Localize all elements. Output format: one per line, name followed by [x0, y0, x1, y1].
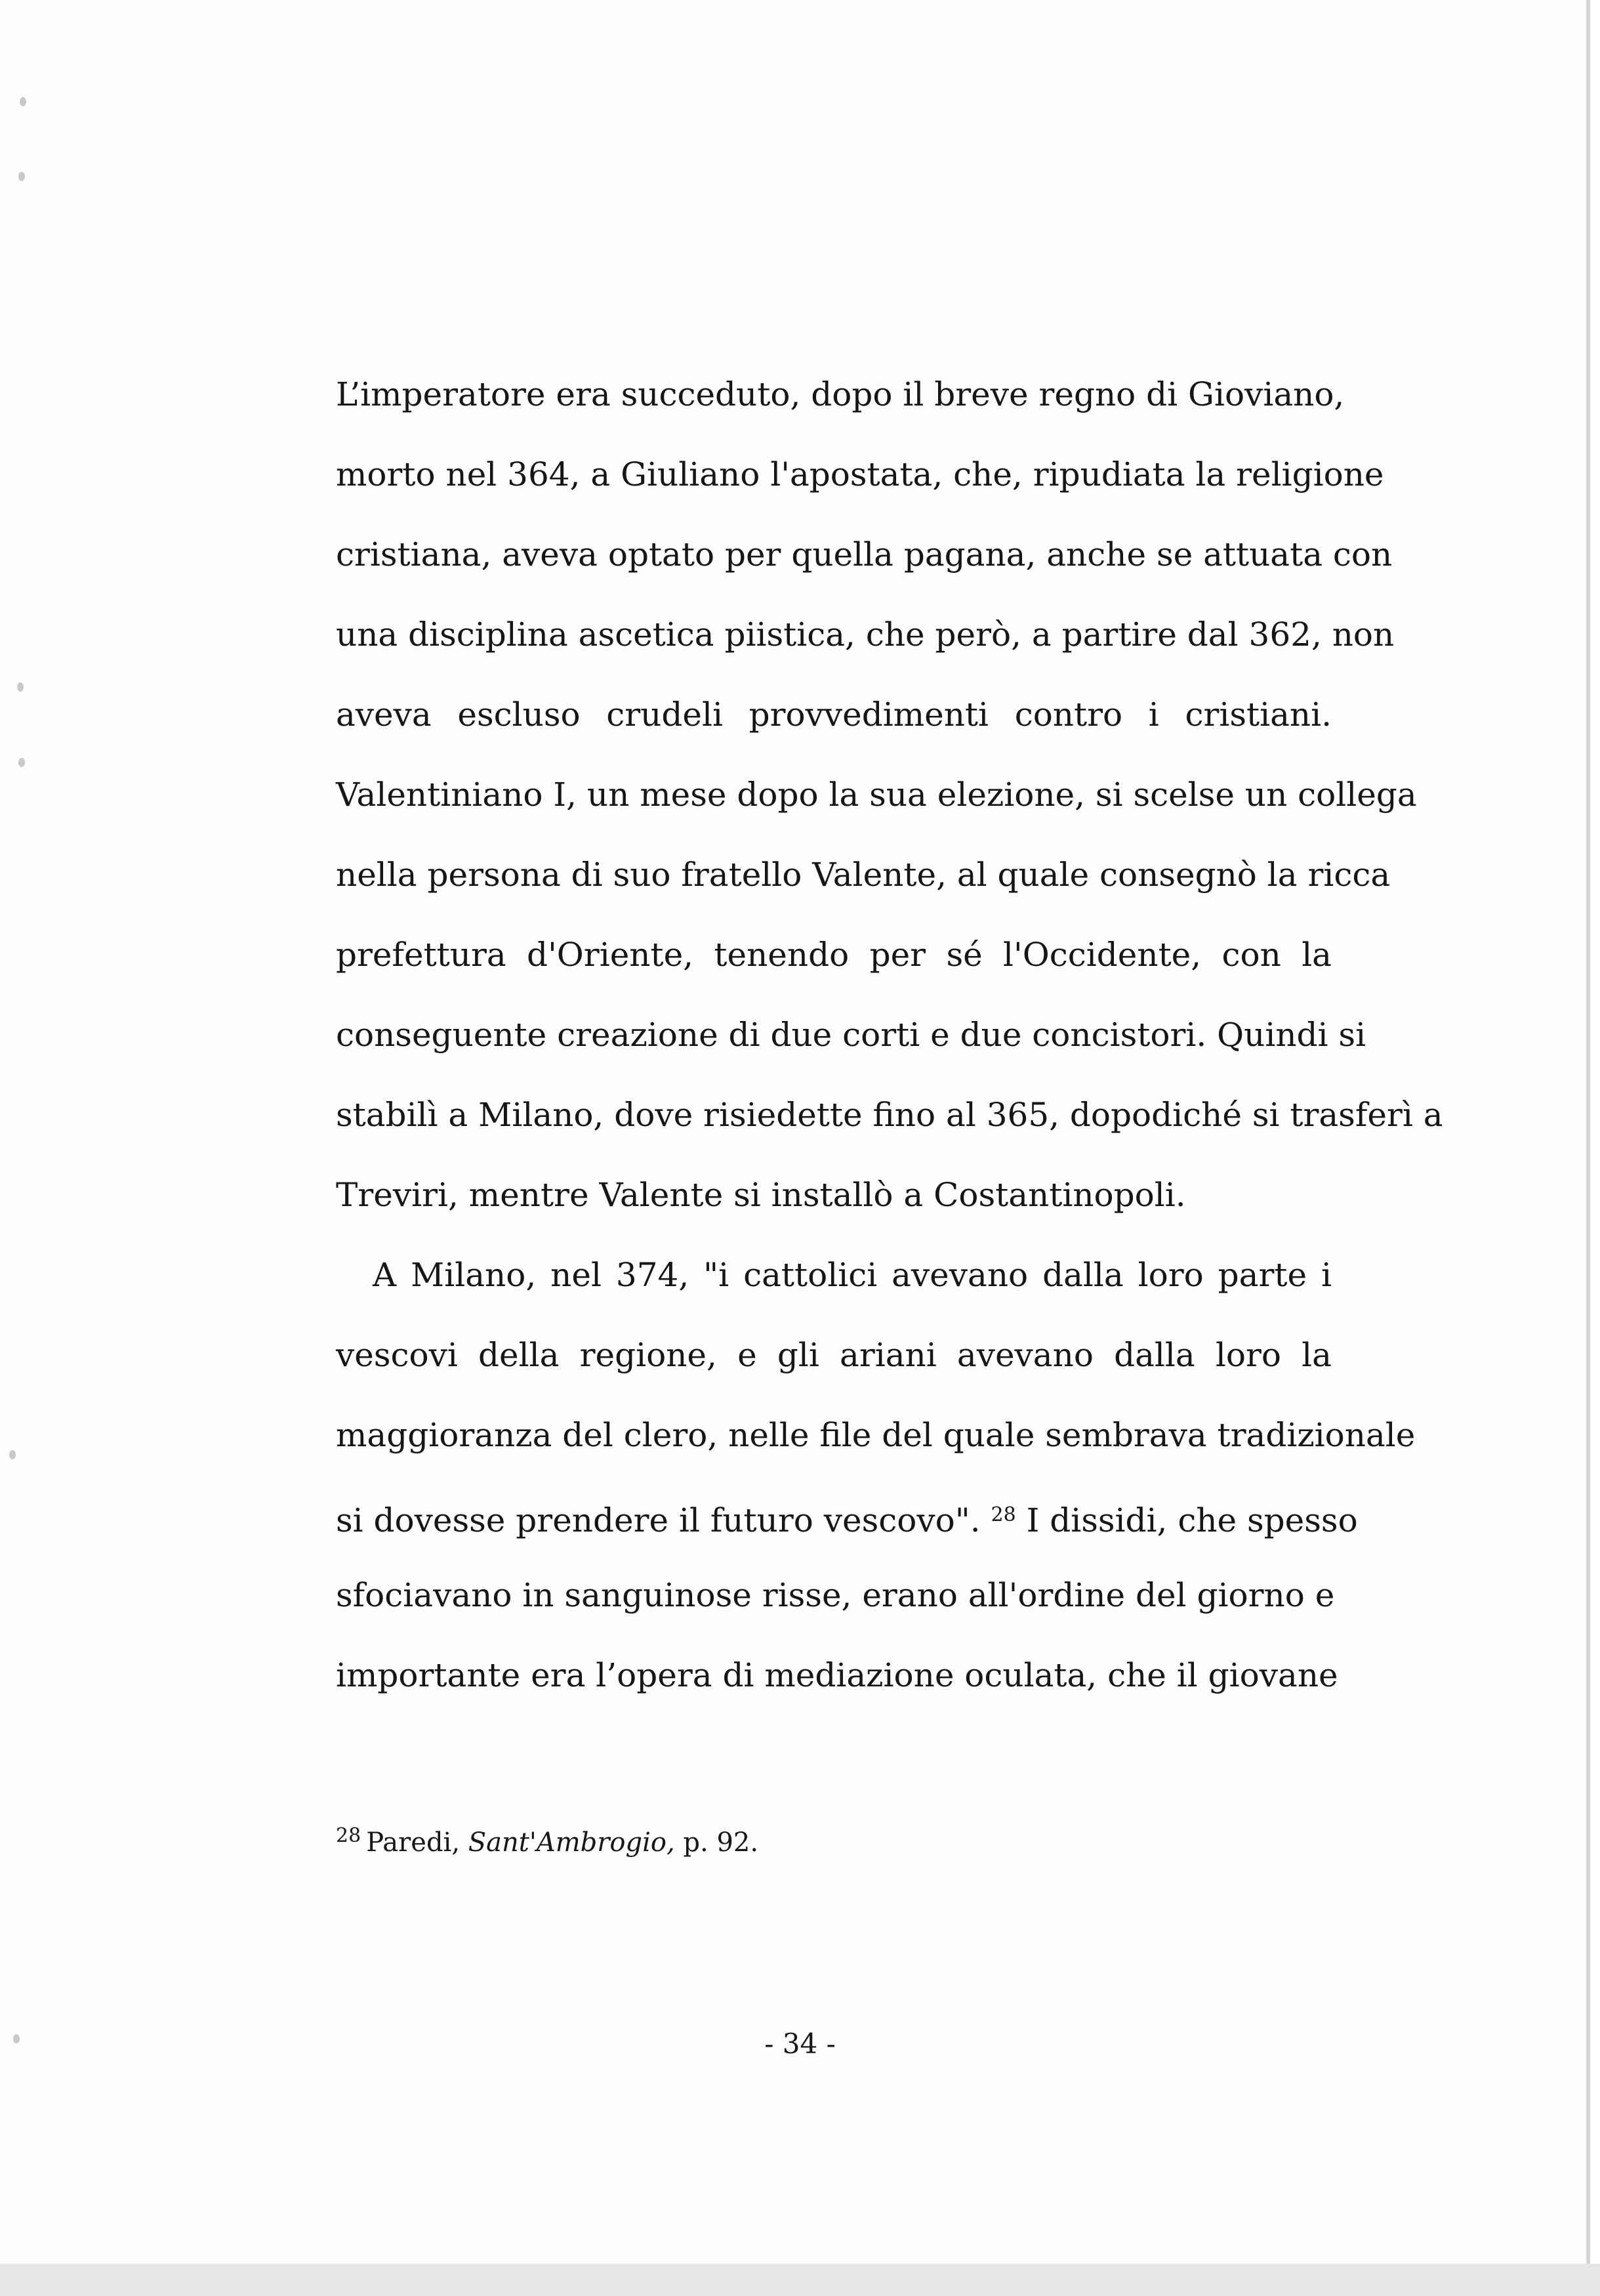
body-line: cristiana, aveva optato per quella pagana, anche se attuata con	[336, 535, 1393, 574]
punch-hole-mark	[17, 682, 24, 692]
punch-hole-mark	[20, 97, 26, 106]
footnote-page: p. 92.	[683, 1827, 759, 1858]
body-line: prefettura d'Oriente, tenendo per sé l'Occidente, con la	[336, 936, 1332, 974]
footnote	[336, 1816, 758, 1862]
body-line: L’imperatore era succeduto, dopo il breve regno di Gioviano,	[336, 375, 1345, 413]
punch-hole-mark	[18, 172, 25, 181]
body-line-segment: si dovesse prendere il futuro vescovo".	[336, 1501, 981, 1539]
page-edge-shadow	[1586, 0, 1590, 2264]
body-line-with-footnote-ref	[336, 1475, 1358, 1555]
footnote-title: Sant'Ambrogio,	[468, 1827, 675, 1858]
punch-hole-mark	[18, 758, 25, 767]
body-line: morto nel 364, a Giuliano l'apostata, che, ripudiata la religione	[336, 455, 1384, 493]
body-line: Valentiniano I, un mese dopo la sua elezione, si scelse un collega	[336, 776, 1417, 814]
page-number: - 34 -	[764, 2028, 836, 2060]
body-line: nella persona di suo fratello Valente, al quale consegnò la ricca	[336, 856, 1391, 894]
footnote-author: Paredi,	[366, 1827, 461, 1858]
body-line: A Milano, nel 374, "i cattolici avevano dalla loro parte i	[373, 1256, 1332, 1294]
body-line: stabilì a Milano, dove risiedette fino al 365, dopodiché si trasferì a	[336, 1096, 1443, 1134]
body-line: importante era l’opera di mediazione oculata, che il giovane	[336, 1656, 1338, 1694]
body-text	[336, 354, 1443, 1715]
body-line: maggioranza del clero, nelle file del quale sembrava tradizionale	[336, 1416, 1416, 1454]
body-line: Treviri, mentre Valente si installò a Costantinopoli.	[336, 1176, 1186, 1214]
scan-bed-margin	[0, 2264, 1600, 2296]
body-line: una disciplina ascetica piistica, che però, a partire dal 362, non	[336, 616, 1395, 654]
body-line: aveva escluso crudeli provvedimenti contro i cristiani.	[336, 696, 1332, 734]
body-line-segment: I dissidi, che spesso	[1026, 1501, 1358, 1539]
footnote-number: 28	[336, 1824, 361, 1847]
body-line: vescovi della regione, e gli ariani avevano dalla loro la	[336, 1336, 1332, 1374]
punch-hole-mark	[9, 1450, 16, 1459]
footnote-reference: 28	[991, 1503, 1016, 1526]
body-line: sfociavano in sanguinose risse, erano all'ordine del giorno e	[336, 1576, 1335, 1614]
body-line: conseguente creazione di due corti e due concistori. Quindi si	[336, 1016, 1366, 1054]
